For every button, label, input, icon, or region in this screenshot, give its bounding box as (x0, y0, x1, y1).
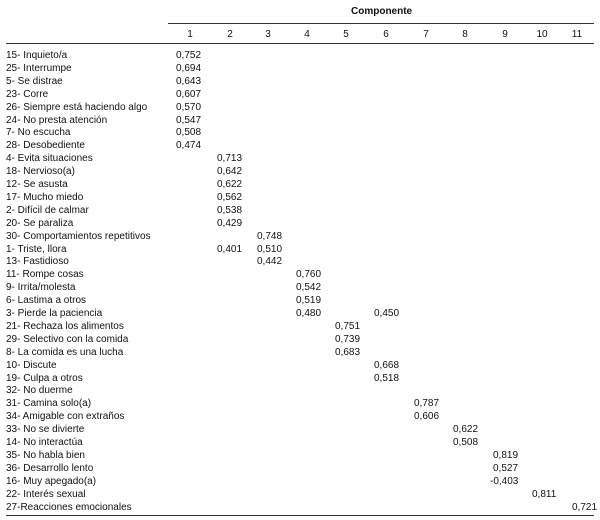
row-label: 4- Evita situaciones (6, 153, 93, 165)
table-row (0, 436, 600, 449)
row-label: 32- No duerme (6, 385, 73, 397)
loading-value: 0,474 (176, 140, 202, 152)
loading-value: 0,811 (532, 488, 557, 500)
loading-value: 0,683 (335, 346, 361, 358)
column-header-10: 10 (536, 29, 548, 40)
loading-value: 0,739 (335, 333, 361, 345)
loading-value: 0,748 (257, 230, 283, 242)
row-label: 24- No presta atención (6, 114, 108, 126)
loading-value: 0,721 (572, 501, 598, 513)
row-label: 18- Nervioso(a) (6, 166, 75, 178)
column-header-3: 3 (265, 29, 271, 40)
row-label: 3- Pierde la paciencia (6, 308, 103, 319)
column-header-6: 6 (383, 29, 389, 40)
loading-value: -0,403 (490, 475, 519, 487)
row-label: 23- Corre (6, 88, 49, 100)
table-row (0, 101, 600, 114)
row-label: 8- La comida es una lucha (6, 346, 124, 358)
row-label: 29- Selectivo con la comida (6, 333, 129, 345)
table-rule-bottom (6, 515, 594, 516)
row-label: 35- No habla bien (6, 449, 85, 461)
table-row (0, 178, 600, 191)
row-label: 19- Culpa a otros (6, 372, 83, 384)
table-row (0, 165, 600, 178)
loading-value: 0,508 (453, 437, 479, 448)
loading-value: 0,401 (217, 243, 243, 255)
table-row (0, 49, 600, 62)
loading-value: 0,622 (453, 424, 479, 436)
table-row (0, 204, 600, 217)
loading-value: 0,668 (374, 359, 400, 371)
row-label: 6- Lastima a otros (6, 295, 87, 307)
table-row (0, 501, 600, 514)
loading-value: 0,450 (374, 308, 400, 319)
table-row (0, 410, 600, 423)
table-row (0, 475, 600, 488)
table-row (0, 243, 600, 256)
row-label: 13- Fastidioso (6, 256, 69, 268)
column-header-9: 9 (502, 29, 508, 40)
column-header-7: 7 (423, 29, 429, 40)
table-row (0, 333, 600, 346)
loading-value: 0,547 (176, 114, 202, 126)
row-label: 34- Amigable con extraños (6, 411, 125, 423)
row-label: 31- Camina solo(a) (6, 398, 92, 410)
table-row (0, 488, 600, 501)
loading-value: 0,752 (176, 50, 202, 61)
table-row (0, 126, 600, 139)
row-label: 22- Interés sexual (6, 488, 86, 500)
table-row (0, 62, 600, 75)
loading-value: 0,642 (217, 166, 243, 178)
loading-value: 0,508 (176, 127, 202, 139)
table-row (0, 462, 600, 475)
table-row (0, 268, 600, 281)
row-label: 16- Muy apegado(a) (6, 475, 97, 487)
table-row (0, 449, 600, 462)
loading-value: 0,643 (176, 75, 202, 87)
row-label: 17- Mucho miedo (6, 191, 84, 203)
loading-value: 0,607 (176, 88, 202, 100)
row-label: 25- Interrumpe (6, 62, 72, 74)
row-label: 27-Reacciones emocionales (6, 501, 132, 513)
loading-value: 0,570 (176, 101, 202, 113)
table-row (0, 88, 600, 101)
loading-value: 0,787 (414, 398, 440, 410)
table-row (0, 307, 600, 320)
row-label: 5- Se distrae (6, 75, 63, 87)
header-rule-bottom (6, 43, 594, 44)
row-label: 12- Se asusta (6, 179, 68, 190)
table-row (0, 320, 600, 333)
row-label: 26- Siempre está haciendo algo (6, 101, 148, 113)
table-row (0, 346, 600, 359)
loading-value: 0,760 (296, 269, 322, 281)
column-header-2: 2 (227, 29, 233, 40)
row-label: 15- Inquieto/a (6, 50, 68, 61)
component-group-header: Componente (351, 6, 413, 17)
table-row (0, 152, 600, 165)
table-row (0, 372, 600, 385)
column-header-11: 11 (571, 29, 583, 40)
loading-value: 0,713 (217, 153, 243, 165)
table-row (0, 191, 600, 204)
table-row (0, 294, 600, 307)
table-row (0, 384, 600, 397)
loading-value: 0,562 (217, 191, 243, 203)
loading-value: 0,622 (217, 179, 243, 190)
column-header-1: 1 (187, 29, 193, 40)
table-row (0, 230, 600, 243)
table-row (0, 114, 600, 127)
loading-value: 0,819 (493, 449, 519, 461)
table-row (0, 75, 600, 88)
row-label: 33- No se divierte (6, 424, 85, 436)
loading-value: 0,480 (296, 308, 322, 319)
loading-value: 0,606 (414, 411, 440, 423)
loading-value: 0,442 (257, 256, 283, 268)
table-row (0, 139, 600, 152)
column-header-4: 4 (304, 29, 310, 40)
loading-value: 0,751 (335, 320, 361, 332)
table-row (0, 397, 600, 410)
table-row (0, 217, 600, 230)
row-label: 30- Comportamientos repetitivos (6, 230, 151, 242)
table-row (0, 359, 600, 372)
loading-value: 0,542 (296, 282, 322, 294)
loading-value: 0,519 (296, 295, 322, 307)
row-label: 36- Desarrollo lento (6, 462, 94, 474)
row-label: 2- Difícil de calmar (6, 204, 89, 216)
row-label: 1- Triste, llora (6, 243, 67, 255)
row-label: 14- No interactúa (6, 437, 83, 448)
loading-value: 0,510 (257, 243, 283, 255)
table-row (0, 255, 600, 268)
loading-value: 0,527 (493, 462, 519, 474)
row-label: 10- Discute (6, 359, 57, 371)
table-row (0, 423, 600, 436)
table-row (0, 281, 600, 294)
loading-value: 0,518 (374, 372, 400, 384)
row-label: 20- Se paraliza (6, 217, 74, 229)
column-header-5: 5 (343, 29, 349, 40)
loading-value: 0,429 (217, 217, 243, 229)
row-label: 7- No escucha (6, 127, 71, 139)
row-label: 28- Desobediente (6, 140, 85, 152)
column-header-8: 8 (462, 29, 468, 40)
header-rule-top (168, 23, 594, 24)
loading-value: 0,694 (176, 62, 202, 74)
loading-value: 0,538 (217, 204, 243, 216)
row-label: 9- Irrita/molesta (6, 282, 76, 294)
row-label: 11- Rompe cosas (6, 269, 84, 281)
row-label: 21- Rechaza los alimentos (6, 320, 124, 332)
